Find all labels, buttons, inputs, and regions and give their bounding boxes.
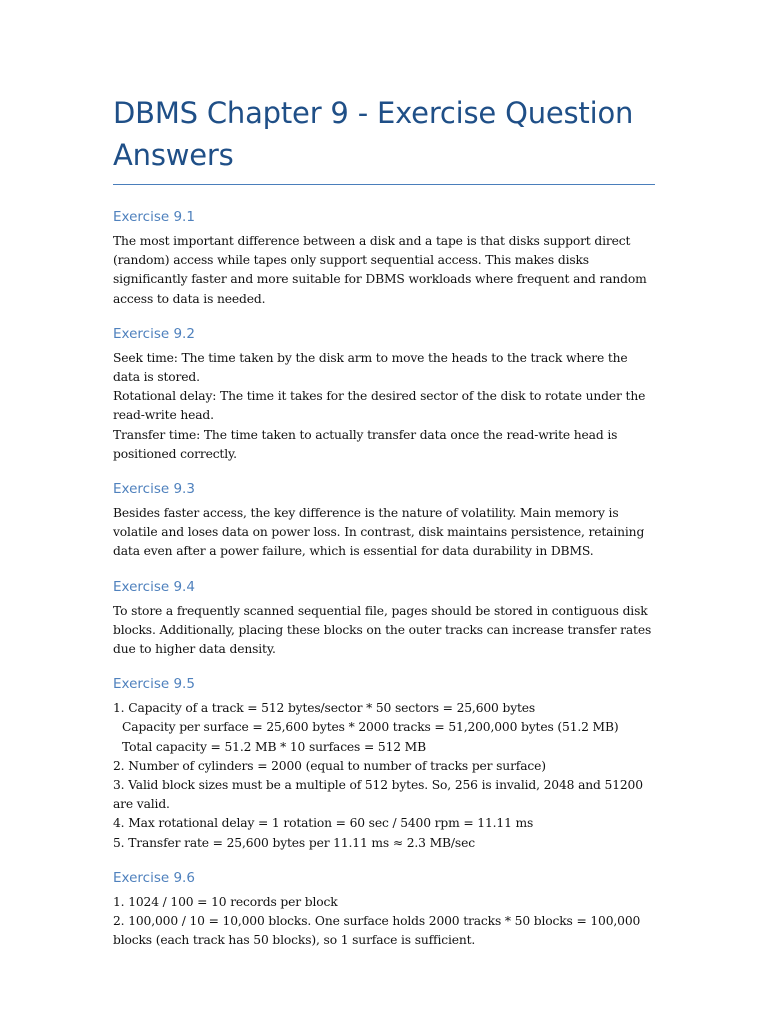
list-item: 3. Valid block sizes must be a multiple of 512 bytes. So, 256 is invalid, 2048 and 51200 are valid. [113, 778, 647, 812]
list-item: 2. 100,000 / 10 = 10,000 blocks. One surface holds 2000 tracks * 50 blocks = 100,000 blocks (each track has 50 blocks), so 1 surface is sufficient. [113, 914, 644, 948]
list-item: 4. Max rotational delay = 1 rotation = 60 sec / 5400 rpm = 11.11 ms [113, 816, 534, 831]
section-paragraph: Rotational delay: The time it takes for the desired sector of the disk to rotate under the read-write head. [113, 389, 646, 423]
section-heading: Exercise 9.4 [113, 578, 195, 595]
list-item-continuation: Capacity per surface = 25,600 bytes * 2000 tracks = 51,200,000 bytes (51.2 MB) [122, 720, 619, 735]
section-exercise-9-4 [113, 578, 655, 660]
section-heading: Exercise 9.2 [113, 325, 195, 342]
document-title: DBMS Chapter 9 - Exercise Question Answers [113, 96, 634, 172]
section-exercise-9-1 [113, 208, 655, 309]
list-item: 1. Capacity of a track = 512 bytes/sector * 50 sectors = 25,600 bytes [113, 701, 536, 716]
section-paragraph: Seek time: The time taken by the disk arm to move the heads to the track where the data is stored. [113, 350, 628, 385]
section-paragraph: Transfer time: The time taken to actually transfer data once the read-write head is positioned correctly. [113, 427, 618, 461]
section-heading: Exercise 9.5 [113, 676, 195, 693]
document-page [113, 92, 655, 966]
list-item: 1. 1024 / 100 = 10 records per block [113, 894, 338, 909]
section-heading: Exercise 9.1 [113, 209, 195, 225]
section-paragraph: To store a frequently scanned sequential file, pages should be stored in contiguous disk blocks. Additionally, placing these blocks on the outer tracks can increase transfer rates due to higher data density. [113, 603, 652, 657]
section-heading: Exercise 9.3 [113, 481, 195, 498]
section-paragraph: The most important difference between a disk and a tape is that disks support direct (random) access while tapes only support sequential access. This makes disks significantly faster and more suitable for DBMS workloads where frequent and random access to data is needed. [113, 234, 647, 306]
list-item: 5. Transfer rate = 25,600 bytes per 11.11 ms ≈ 2.3 MB/sec [113, 835, 475, 850]
section-exercise-9-3 [113, 480, 655, 562]
section-paragraph: Besides faster access, the key difference is the nature of volatility. Main memory is volatile and loses data on power loss. In contrast, disk maintains persistence, retaining data even after a power failure, which is essential for data durability in DBMS. [113, 506, 645, 559]
list-item: 2. Number of cylinders = 2000 (equal to number of tracks per surface) [113, 758, 546, 773]
section-exercise-9-2 [113, 325, 655, 464]
list-item-continuation: Total capacity = 51.2 MB * 10 surfaces = 512 MB [122, 739, 426, 754]
section-exercise-9-6 [113, 869, 655, 951]
section-heading: Exercise 9.6 [113, 869, 195, 886]
title-underline [113, 184, 655, 185]
section-exercise-9-5 [113, 675, 655, 853]
